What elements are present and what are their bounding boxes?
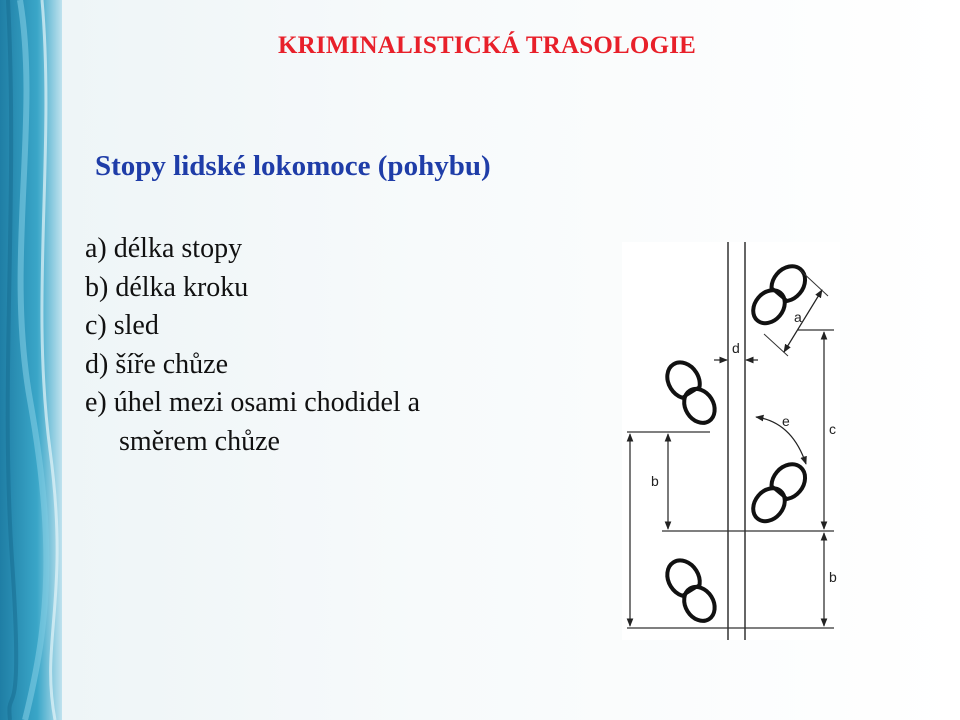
list-item-d: d) šíře chůze — [85, 348, 229, 380]
footprint-left-middle — [661, 356, 722, 429]
decorative-ribbon — [0, 0, 62, 720]
label-e: e — [782, 413, 790, 429]
label-c: c — [829, 421, 836, 437]
label-b: b — [651, 473, 659, 489]
list-item-a: a) délka stopy — [85, 233, 243, 264]
slide-subtitle: Stopy lidské lokomoce (pohybu) — [95, 150, 491, 182]
footprint-left-bottom — [661, 554, 722, 627]
footprint-diagram — [622, 242, 840, 640]
dimension-a-extension-2 — [764, 334, 788, 356]
footprint-diagram-svg — [622, 242, 840, 640]
angle-e-arc — [756, 417, 806, 464]
list-item-b: b) délka kroku — [85, 271, 249, 303]
slide-title: KRIMINALISTICKÁ TRASOLOGIE — [278, 32, 697, 59]
list-item-e: e) úhel mezi osami chodidel a — [85, 387, 421, 418]
definition-list — [85, 230, 420, 461]
label-b-second: b — [829, 569, 837, 585]
list-item-c: c) sled — [85, 310, 159, 341]
footprint-right-top — [746, 260, 812, 331]
list-item-e-continued: směrem chůze — [119, 425, 280, 457]
label-d: d — [732, 340, 740, 356]
footprint-right-bottom — [746, 458, 812, 529]
label-a: a — [794, 309, 802, 325]
